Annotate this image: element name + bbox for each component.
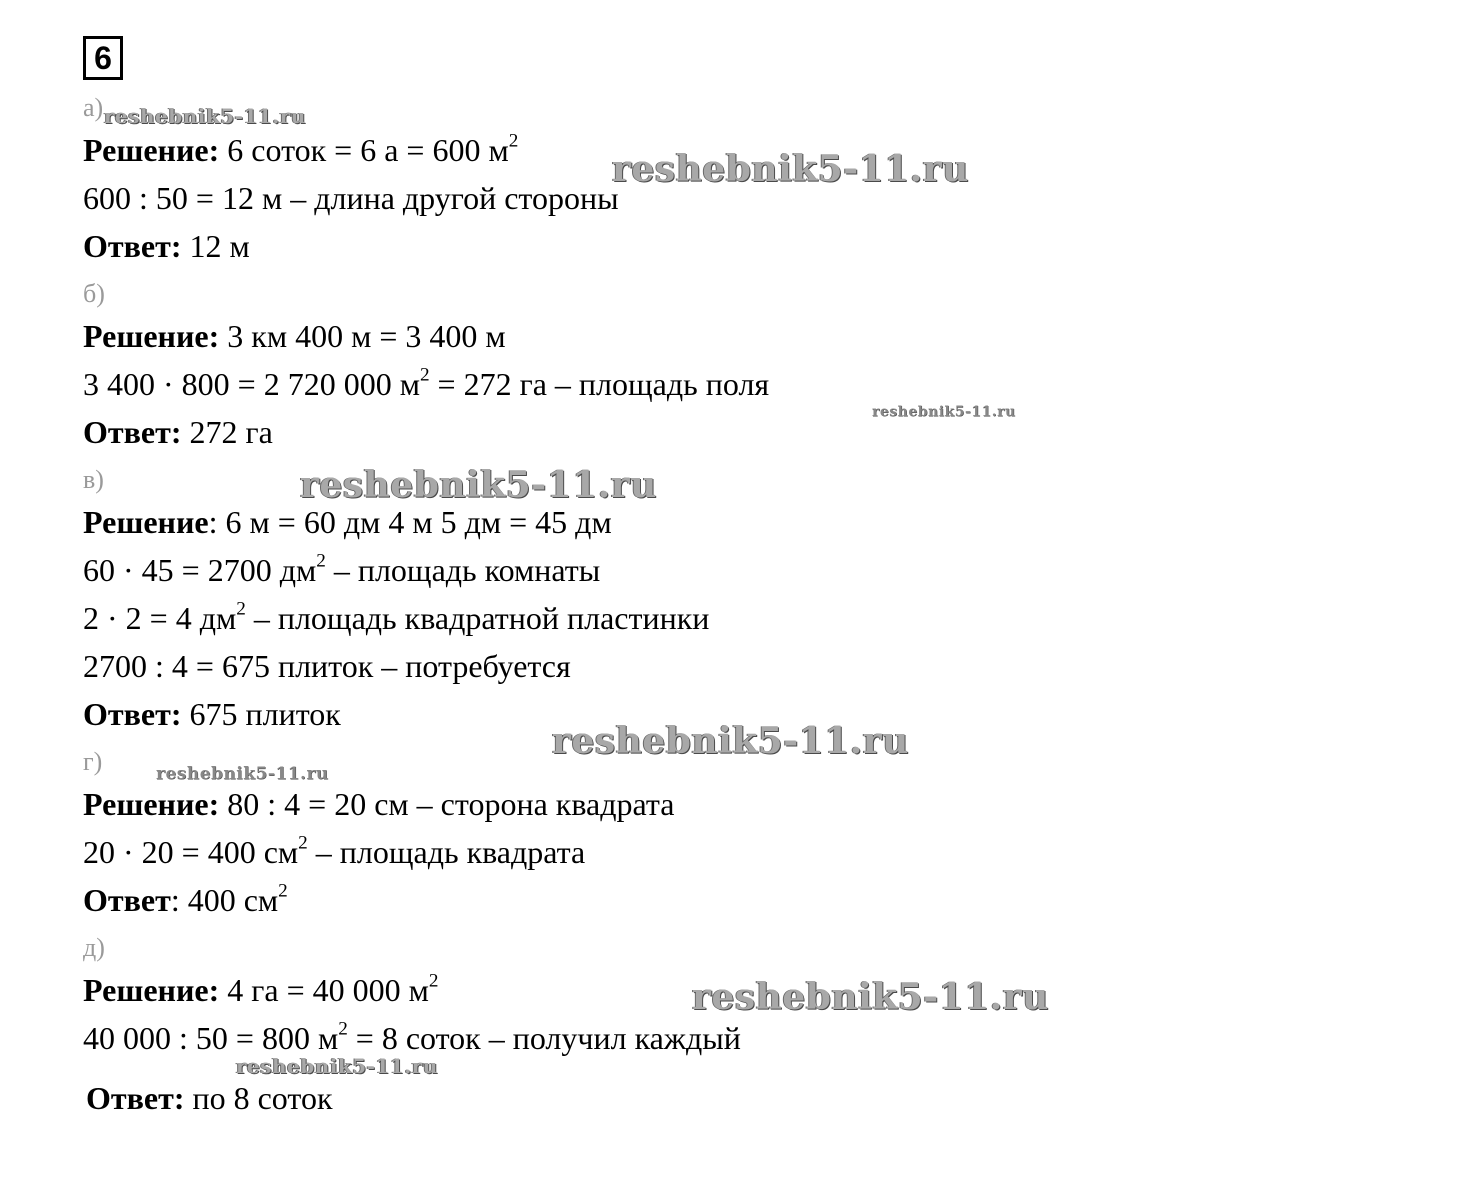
line-text: 675 плиток — [181, 696, 341, 732]
line-text: 3 км 400 м = 3 400 м — [219, 318, 506, 354]
solution-label: Решение: — [83, 318, 220, 354]
line-text-post: = 272 га – площадь поля — [429, 366, 770, 402]
part-a-answer — [83, 226, 250, 266]
line-text: 6 соток = 6 а = 600 м — [219, 132, 509, 168]
part-c-answer — [83, 694, 341, 734]
watermark: reshebnik5-11.ru — [872, 404, 1016, 420]
line-text: 40 000 : 50 = 800 м — [83, 1020, 339, 1056]
answer-label: Ответ — [83, 882, 171, 918]
part-a-line-1 — [83, 130, 518, 170]
line-text: 600 : 50 = 12 м – длина другой стороны — [83, 180, 619, 216]
line-text: по 8 соток — [184, 1080, 333, 1116]
part-c-line-4 — [83, 646, 571, 686]
part-e-line-2 — [83, 1018, 741, 1058]
superscript: 2 — [298, 832, 308, 854]
part-a-line-2 — [83, 178, 619, 218]
watermark: reshebnik5-11.ru — [156, 764, 329, 784]
superscript: 2 — [316, 550, 326, 572]
line-text-post: = 8 соток – получил каждый — [347, 1020, 741, 1056]
line-text: 20 · 20 = 400 см — [83, 834, 299, 870]
part-a-label: а) — [83, 93, 104, 122]
superscript: 2 — [278, 880, 288, 902]
part-d-line-2 — [83, 832, 585, 872]
answer-label: Ответ: — [83, 696, 182, 732]
part-c-line-3 — [83, 598, 709, 638]
line-text: : 6 м = 60 дм 4 м 5 дм = 45 дм — [208, 504, 612, 540]
watermark: reshebnik5-11.ru — [236, 1054, 438, 1078]
part-d-line-1 — [83, 784, 674, 824]
part-e-answer — [86, 1078, 332, 1118]
line-text: 12 м — [181, 228, 250, 264]
superscript: 2 — [508, 130, 519, 152]
watermark: reshebnik5-11.ru — [104, 104, 306, 128]
superscript: 2 — [338, 1018, 348, 1040]
part-d-label: г) — [83, 747, 103, 776]
line-text: 272 га — [181, 414, 273, 450]
solution-label: Решение: — [83, 786, 220, 822]
watermark: reshebnik5-11.ru — [612, 148, 969, 190]
part-b-answer — [83, 412, 273, 452]
part-c-label: в) — [83, 465, 104, 494]
line-text-post: – площадь квадрата — [307, 834, 586, 870]
task-number-box: 6 — [83, 36, 123, 80]
part-b-label: б) — [83, 279, 105, 308]
watermark: reshebnik5-11.ru — [692, 976, 1049, 1018]
answer-label: Ответ: — [83, 228, 182, 264]
solution-label: Решение — [83, 504, 209, 540]
watermark: reshebnik5-11.ru — [552, 720, 909, 762]
part-b-line-1 — [83, 316, 506, 356]
part-c-line-1 — [83, 502, 612, 542]
line-text-post: – площадь комнаты — [325, 552, 601, 588]
line-text: 2700 : 4 = 675 плиток – потребуется — [83, 648, 571, 684]
line-text: : 400 см — [170, 882, 279, 918]
superscript: 2 — [236, 598, 246, 620]
superscript: 2 — [428, 970, 439, 992]
line-text: 2 · 2 = 4 дм — [83, 600, 237, 636]
superscript: 2 — [419, 364, 430, 386]
solution-label: Решение: — [83, 972, 220, 1008]
line-text: 3 400 · 800 = 2 720 000 м — [83, 366, 420, 402]
line-text: 4 га = 40 000 м — [219, 972, 429, 1008]
watermark: reshebnik5-11.ru — [300, 464, 657, 506]
part-b-line-2 — [83, 364, 769, 404]
solution-label: Решение: — [83, 132, 220, 168]
line-text-post: – площадь квадратной пластинки — [245, 600, 710, 636]
line-text: 60 · 45 = 2700 дм — [83, 552, 317, 588]
answer-label: Ответ: — [83, 414, 182, 450]
answer-label: Ответ: — [86, 1080, 185, 1116]
part-d-answer — [83, 880, 288, 920]
line-text: 80 : 4 = 20 см – сторона квадрата — [219, 786, 675, 822]
part-e-line-1 — [83, 970, 439, 1010]
part-c-line-2 — [83, 550, 600, 590]
part-e-label: д) — [83, 933, 105, 962]
